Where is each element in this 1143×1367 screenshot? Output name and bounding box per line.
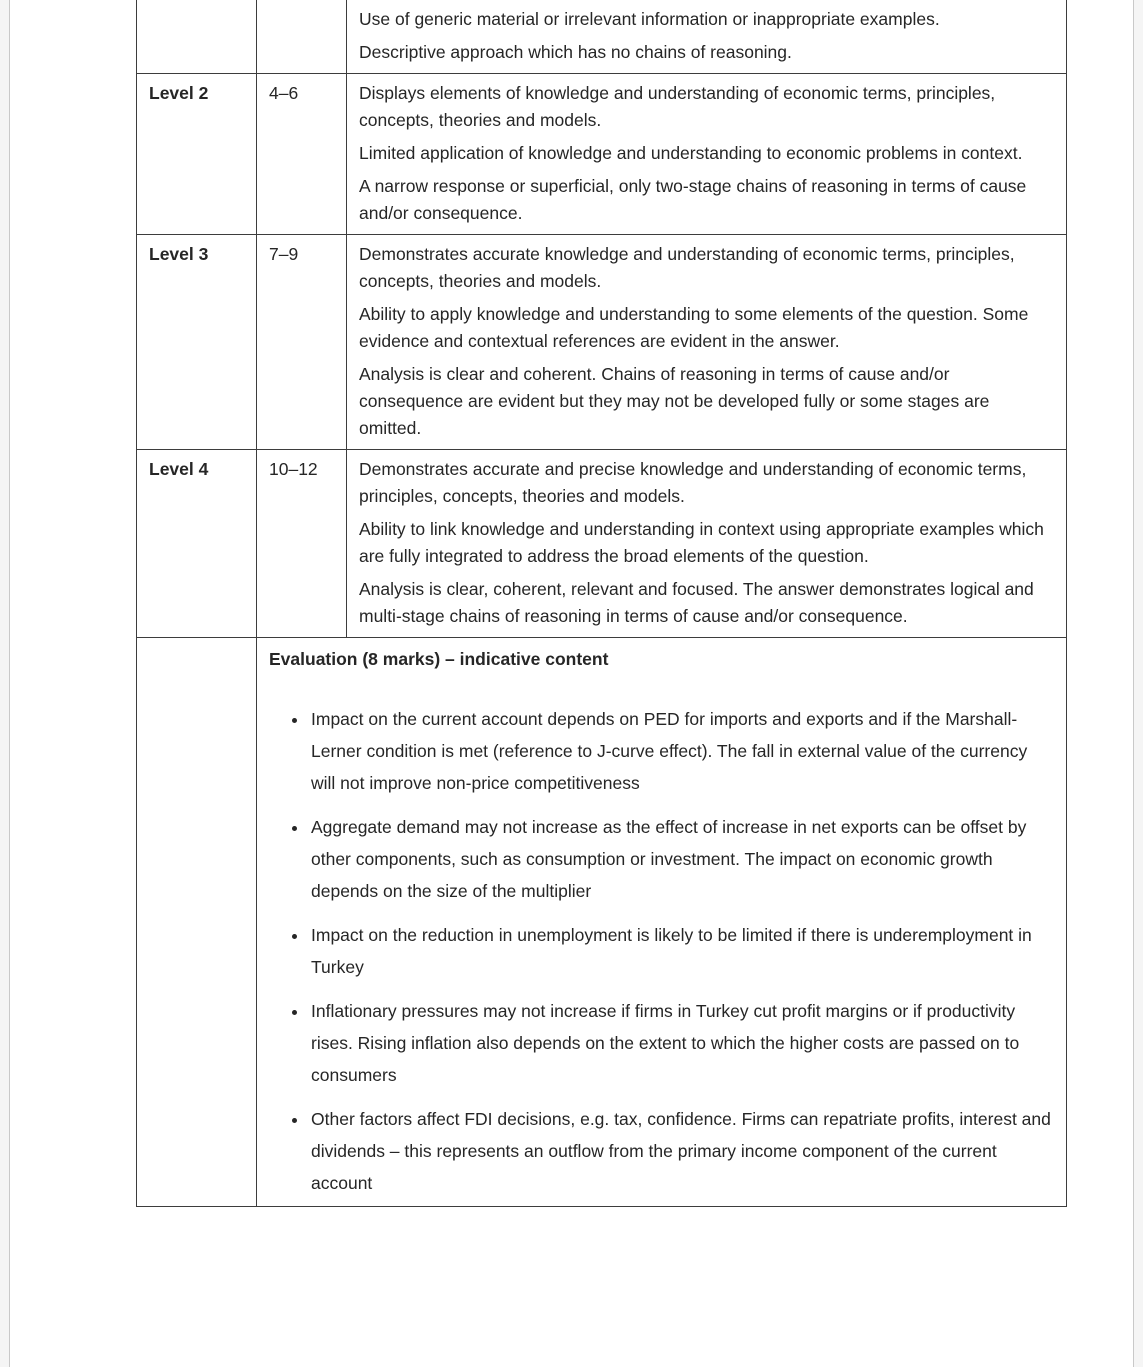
table-row-level-2 xyxy=(137,74,1067,235)
descriptor-paragraph: Demonstrates accurate knowledge and understanding of economic terms, principles, concepts, theories and models. xyxy=(359,244,1015,291)
level-cell xyxy=(137,0,257,74)
marks-value: 4–6 xyxy=(269,83,299,103)
level-cell xyxy=(137,235,257,450)
descriptor-paragraph: Limited application of knowledge and understanding to economic problems in context. xyxy=(359,143,1023,163)
level-label: Level 3 xyxy=(149,244,209,264)
descriptor-paragraph: Analysis is clear, coherent, relevant and focused. The answer demonstrates logical and multi-stage chains of reasoning in terms of cause and/or consequence. xyxy=(359,579,1034,626)
marks-value: 10–12 xyxy=(269,459,318,479)
evaluation-heading: Evaluation (8 marks) – indicative content xyxy=(269,649,609,669)
descriptor-paragraph: Analysis is clear and coherent. Chains of reasoning in terms of cause and/or consequence are evident but they may not be developed fully or some stages are omitted. xyxy=(359,364,990,438)
marks-cell xyxy=(257,0,347,74)
table-row-level-4 xyxy=(137,450,1067,638)
descriptor-paragraph: Ability to link knowledge and understanding in context using appropriate examples which are fully integrated to address the broad elements of the question. xyxy=(359,519,1044,566)
level-label: Level 4 xyxy=(149,459,209,479)
descriptor-paragraph: Descriptive approach which has no chains of reasoning. xyxy=(359,42,792,62)
indicative-content-item: • Impact on the current account depends on PED for imports and exports and if the Marshall-Lerner condition is met (reference to J-curve effect). The fall in external value of the currency will not improve non-price competitiveness xyxy=(309,703,1052,799)
marks-cell xyxy=(257,235,347,450)
level-label: Level 2 xyxy=(149,83,209,103)
table-row-evaluation xyxy=(137,638,1067,1207)
descriptor-cell xyxy=(347,74,1067,235)
level-cell xyxy=(137,74,257,235)
evaluation-cell xyxy=(257,638,1067,1207)
marks-cell xyxy=(257,74,347,235)
descriptor-paragraph: Displays elements of knowledge and understanding of economic terms, principles, concepts, theories and models. xyxy=(359,83,996,130)
indicative-content-list xyxy=(269,703,1052,1199)
marks-cell xyxy=(257,450,347,638)
descriptor-paragraph: Demonstrates accurate and precise knowledge and understanding of economic terms, principles, concepts, theories and models. xyxy=(359,459,1027,506)
descriptor-cell xyxy=(347,0,1067,74)
document-page xyxy=(9,0,1134,1367)
descriptor-cell xyxy=(347,450,1067,638)
marks-value: 7–9 xyxy=(269,244,299,264)
mark-scheme-table xyxy=(136,0,1067,1207)
descriptor-cell xyxy=(347,235,1067,450)
table-row-level-3 xyxy=(137,235,1067,450)
descriptor-paragraph: Use of generic material or irrelevant information or inappropriate examples. xyxy=(359,9,940,29)
descriptor-paragraph: Ability to apply knowledge and understanding to some elements of the question. Some evidence and contextual references are evident in the answer. xyxy=(359,304,1029,351)
indicative-content-item: • Aggregate demand may not increase as the effect of increase in net exports can be offset by other components, such as consumption or investment. The impact on economic growth depends on the size of the multiplier xyxy=(309,811,1052,907)
level-cell xyxy=(137,638,257,1207)
table-row-continued xyxy=(137,0,1067,74)
descriptor-paragraph: A narrow response or superficial, only two-stage chains of reasoning in terms of cause and/or consequence. xyxy=(359,176,1027,223)
level-cell xyxy=(137,450,257,638)
indicative-content-item: • Other factors affect FDI decisions, e.g. tax, confidence. Firms can repatriate profits, interest and dividends – this represents an outflow from the primary income component of the current account xyxy=(309,1103,1052,1199)
indicative-content-item: • Impact on the reduction in unemployment is likely to be limited if there is underemployment in Turkey xyxy=(309,919,1052,983)
indicative-content-item: • Inflationary pressures may not increase if firms in Turkey cut profit margins or if productivity rises. Rising inflation also depends on the extent to which the higher costs are passed on to consumers xyxy=(309,995,1052,1091)
